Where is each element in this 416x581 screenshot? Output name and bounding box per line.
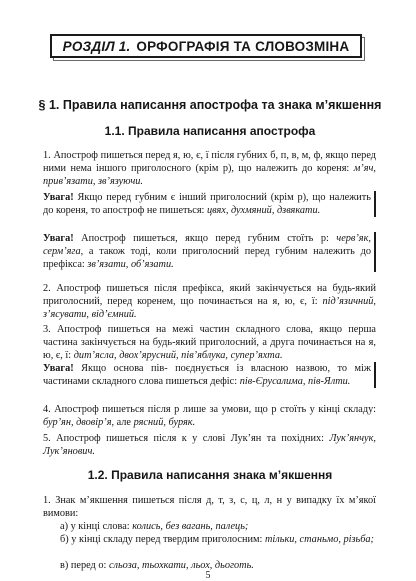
list-item-text: а) у кінці слова: <box>60 521 133 532</box>
rule-1-text: 1. Апостроф пишеться перед я, ю, є, ї після губних б, п, в, м, ф, якщо перед ними нема іншого приголосного (крім р), що належить до кореня: <box>43 150 376 175</box>
list-item-text: б) у кінці складу перед твердим приголосним: <box>60 534 265 545</box>
rule-2-examples: під’язичний, з’ясувати, від’ємний. <box>43 296 376 321</box>
chapter-number: РОЗДІЛ 1. <box>62 38 131 54</box>
list-item-text: в) перед о: <box>60 560 109 571</box>
list-item <box>60 533 376 546</box>
note-3-label: Увага! <box>43 363 74 374</box>
rule-4 <box>43 403 376 429</box>
list-item-examples: сльоза, тьохкати, льох, дьоготь. <box>108 560 254 571</box>
subsection-title-soft-sign: 1.2. Правила написання знака м’якшення <box>87 468 333 482</box>
note-2-examples-2: зв’язати, об’язати. <box>87 259 174 271</box>
note-3-examples: пів-Єрусалима, пів-Ялти. <box>239 376 351 388</box>
note-2-label: Увага! <box>43 233 74 244</box>
rule-6-text: 1. Знак м’якшення пишеться після д, т, з, с, ц, л, н у випадку їх м’якої вимови: <box>43 495 376 520</box>
rule-5 <box>43 432 376 458</box>
rule-2 <box>43 282 376 322</box>
rule-2-text: 2. Апостроф пишеться після префікса, який закінчується на будь-який приголосний, перед коренем, що починається на я, ю, є, ї: <box>43 283 376 308</box>
rule-6 <box>43 494 376 520</box>
note-3-text: Якщо основа пів- поєднується із власною назвою, то між частинами складного слова пишеться дефіс: <box>43 363 371 388</box>
chapter-name: ОРФОГРАФІЯ ТА СЛОВОЗМІНА <box>136 38 350 54</box>
note-1 <box>43 191 376 217</box>
rule-5-examples: Лук’янчук, Лук’янович. <box>43 433 376 458</box>
rule-4-examples-2: рясний, буряк. <box>133 417 196 429</box>
note-1-label: Увага! <box>43 192 74 203</box>
rule-5-text: 5. Апостроф пишеться після к у слові Лук’ян та похідних: <box>43 433 330 444</box>
rule-3 <box>43 323 376 363</box>
note-3 <box>43 362 376 388</box>
note-1-text: Якщо перед губним є інший приголосний (крім р), що належить до кореня, то апостроф не пишеться: <box>43 192 371 217</box>
list-item-examples: тільки, станьмо, різьба; <box>264 534 374 545</box>
list-item-examples: колись, без вагань, палець; <box>132 521 249 532</box>
page-number: 5 <box>205 570 211 581</box>
rule-4-text: 4. Апостроф пишеться після р лише за умови, що р стоїть у кінці складу: <box>43 404 376 415</box>
rule-4-examples-1: бур’ян, двовір’я <box>43 417 112 429</box>
rule-3-examples: дит’ясла, двох’ярусний, пів’яблука, супер’яхта. <box>73 350 283 362</box>
note-1-examples: цвях, духмяний, дзвякати. <box>207 205 321 217</box>
subsection-title-apostrophe: 1.1. Правила написання апострофа <box>104 124 316 138</box>
rule-1-examples: м’яч, прив’язати, зв’язуючи. <box>43 163 376 188</box>
note-2-text: Апостроф пишеться, якщо перед губним стоїть р: <box>73 233 337 244</box>
section-title: § 1. Правила написання апострофа та знака м’якшення <box>38 98 382 112</box>
list-item <box>60 520 376 533</box>
rule-3-text: 3. Апостроф пишеться на межі частин складного слова, якщо перша частина закінчується на будь-який приголосний, а друга починається на я, ю, є, ї: <box>43 324 376 362</box>
note-2 <box>43 232 376 272</box>
rule-1 <box>43 149 376 189</box>
note-2-examples-1: черв’як, серм’яга <box>43 233 371 258</box>
note-2-text-2: , а також тоді, коли приголосний перед губним належить до префікса: <box>43 246 371 271</box>
rule-4-text-2: , але <box>111 417 134 429</box>
chapter-title <box>50 34 362 58</box>
